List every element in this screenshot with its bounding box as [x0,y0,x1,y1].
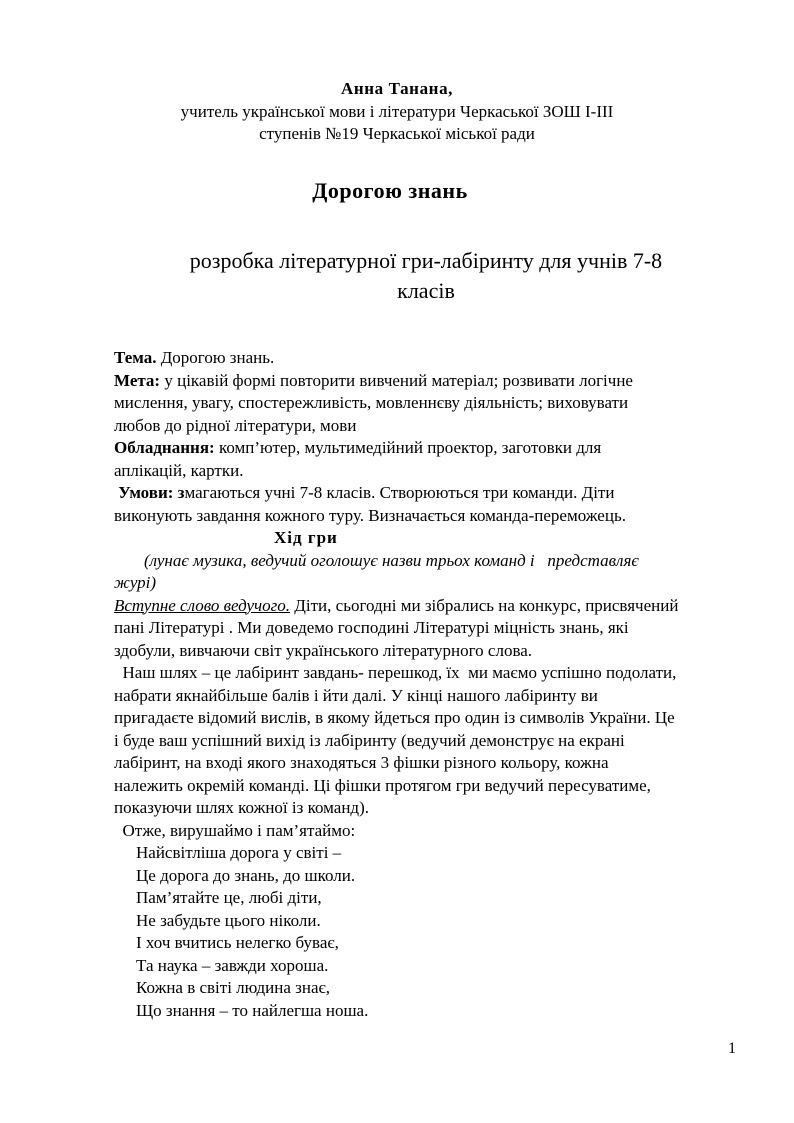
poem-line-8: Що знання – то найлегша ноша. [136,1000,369,1020]
tema-label: Тема. [114,348,157,367]
poem-line-5: І хоч вчитись нелегко буває, [136,933,339,952]
meta-line-2: мислення, увагу, спостережливість, мовленнєву діяльність; виховувати [114,393,629,412]
intro-text-1: Діти, сьогодні ми зібрались на конкурс, присвячений [290,595,679,615]
equipment-text-1: комп’ютер, мультимедійний проектор, заготовки для [214,438,602,457]
author-block [0,78,794,146]
meta-line-1 [114,370,754,393]
meta-label: Мета: [114,370,161,390]
meta-line-3: любов до рідної літератури, мови [114,415,357,435]
poem-line-1: Найсвітліша дорога у світі – [136,843,342,862]
document-title: Дорогою знань [312,178,468,203]
equipment-label: Обладнання: [114,438,215,457]
conditions-text-1: магаються учні 7-8 класів. Створюються три команди. Діти [184,483,615,502]
path-line-6: належить окремій команді. Ці фішки протягом гри ведучий пересуватиме, [114,775,651,795]
conditions-line-1 [114,482,754,505]
page-number: 1 [728,1040,736,1057]
path-line-7: показуючи шлях кожної із команд). [114,798,369,817]
subtitle-line-1: розробка літературної гри-лабіринту для учнів 7-8 [189,248,663,273]
farewell-line: Отже, вирушаймо і пам’ятаймо: [114,820,356,840]
stage-direction-line-1: (лунає музика, ведучий оголошує назви трьох команд і представляє [144,550,639,570]
author-name: Анна Танана, [340,79,454,98]
conditions-label: Умови: з [114,483,185,502]
poem-line-6: Та наука – завжди хороша. [136,955,329,975]
path-line-1: Наш шлях – це лабіринт завдань- перешкод, їх ми маємо успішно подолати, [114,663,677,682]
equipment-line-2: аплікацій, картки. [114,460,244,480]
document-subtitle [120,246,732,306]
equipment-line-1 [114,437,754,460]
meta-text-1: у цікавій формі повторити вивчений матеріал; розвивати логічне [160,370,633,390]
path-line-3: пригадаєте відомий вислів, в якому йдеться про один із символів України. Це [114,708,675,727]
stage-direction-line-2: журі) [114,573,157,592]
tema-text: Дорогою знань. [156,348,275,367]
poem-line-2: Це дорога до знань, до школи. [136,865,356,885]
intro-label: Вступне слово ведучого. [114,595,291,615]
path-line-4: і буде ваш успішний вихід із лабіринту (ведучий демонструє на екрані [114,730,625,750]
game-heading: Хід гри [274,528,338,547]
subtitle-line-2: класів [397,278,455,303]
poem-line-7: Кожна в світі людина знає, [136,978,331,997]
tema-line [114,347,754,370]
intro-line-3: здобули, вивчаючи світ українського літературного слова. [114,640,533,660]
path-line-2: набрати якнайбільше балів і йти далі. У кінці нашого лабіринту ви [114,685,598,705]
author-position-line-1: учитель української мови і літератури Черкаської ЗОШ І-ІІІ [180,101,614,121]
conditions-line-2: виконують завдання кожного туру. Визначається команда-переможець. [114,505,626,525]
intro-line-2: пані Літературі . Ми доведемо господині Літературі міцність знань, які [114,618,629,637]
author-position-line-2: ступенів №19 Черкаської міської ради [259,124,535,143]
document-body [114,347,754,1022]
poem-line-3: Пам’ятайте це, любі діти, [136,888,322,907]
intro-line-1 [114,595,754,618]
poem-line-4: Не забудьте цього ніколи. [136,910,321,930]
path-line-5: лабіринт, на вході якого знаходяться 3 фішки різного кольору, кожна [114,753,609,772]
